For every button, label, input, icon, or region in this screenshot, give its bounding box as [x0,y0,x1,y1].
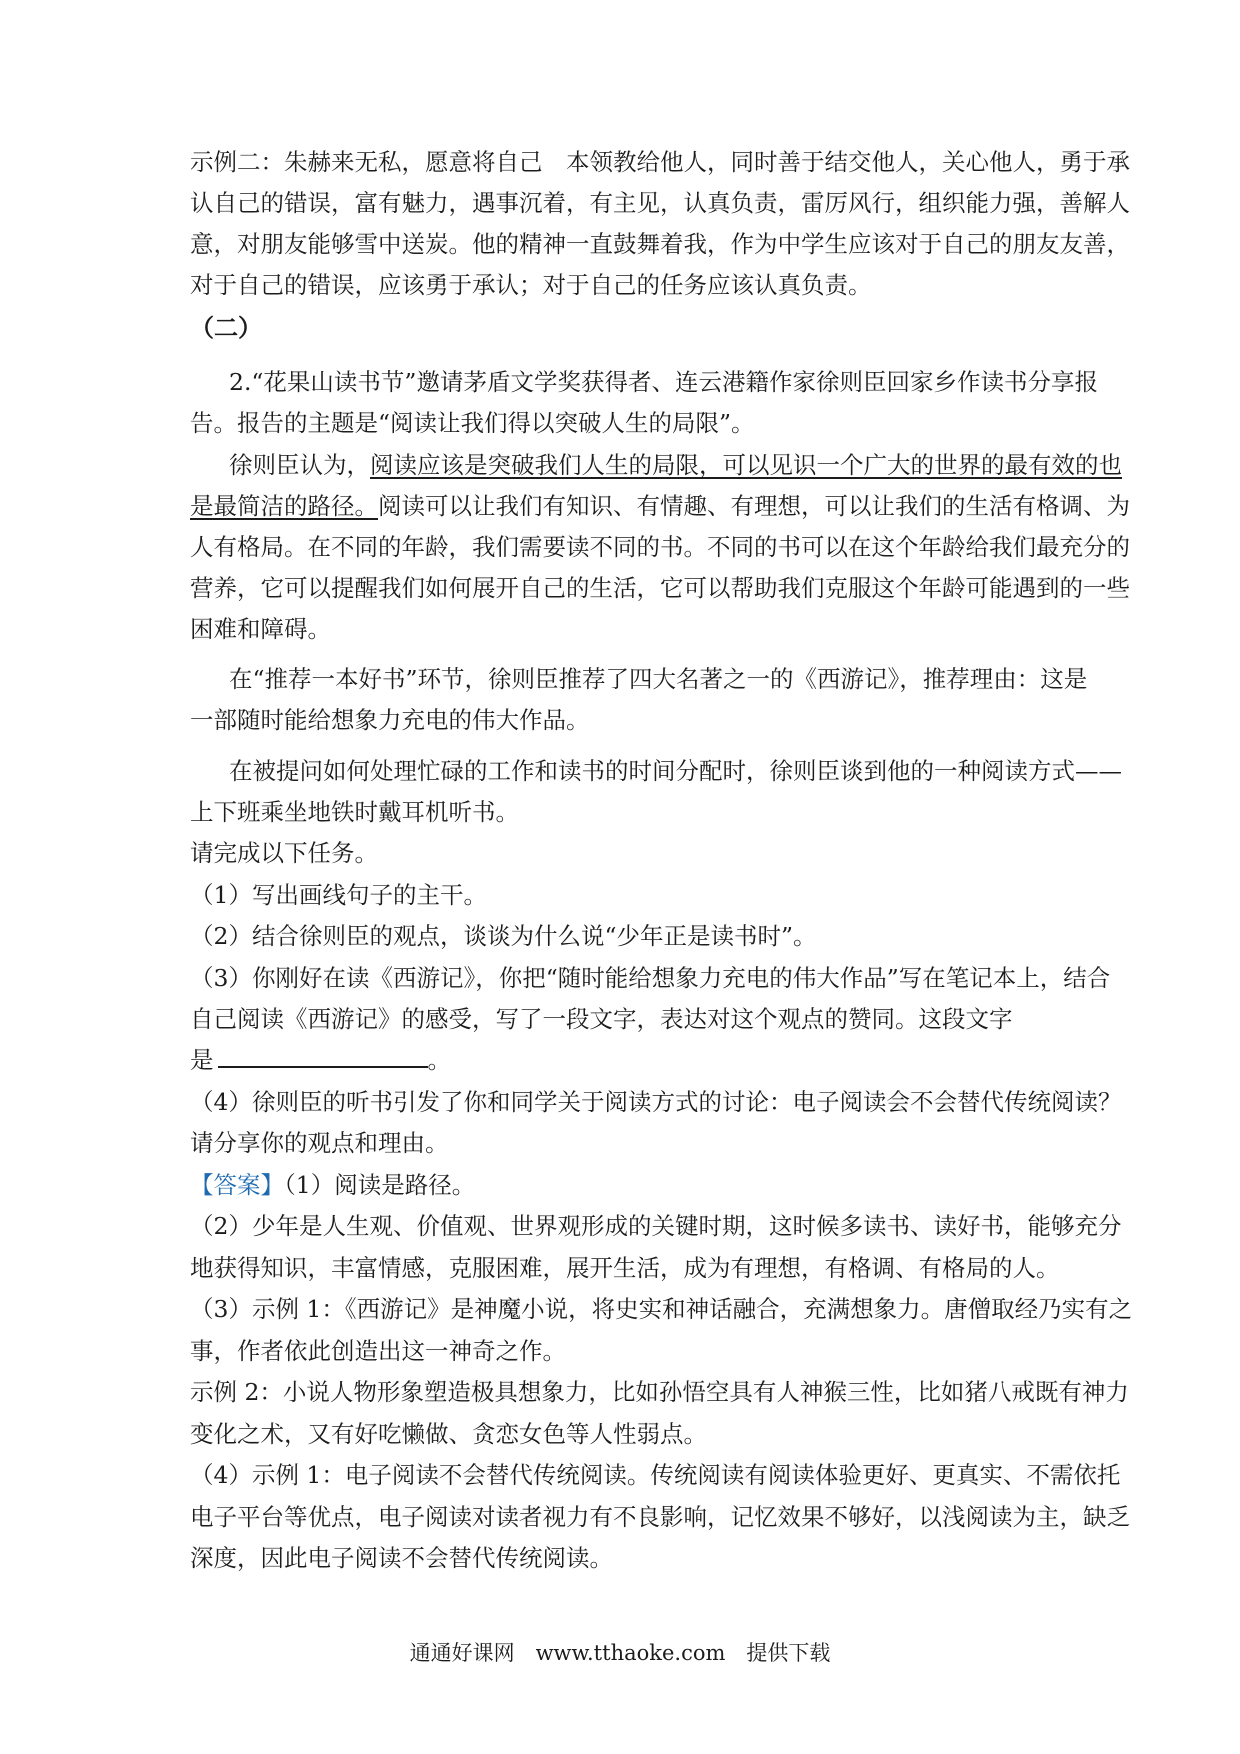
question-line: 2.“花果山读书节”邀请茅盾文学奖获得者、连云港籍作家徐则臣回家乡作读书分享报 [229,368,1098,396]
passage-line: 上下班乘坐地铁时戴耳机听书。 [190,798,519,826]
underlined-sentence: 阅读应该是突破我们人生的局限，可以见识一个广大的世界的最有效的也 [370,451,1122,479]
passage-text: 阅读可以让我们有知识、有情趣、有理想，可以让我们的生活有格调、为 [378,492,1130,520]
underlined-sentence: 是最简洁的路径。 [190,492,378,520]
text-line: 意，对朋友能够雪中送炭。他的精神一直鼓舞着我，作为中学生应该对于自己的朋友友善， [190,230,1130,258]
task-item [190,1044,1070,1076]
task-intro: 请完成以下任务。 [190,839,378,867]
text-line: 示例二：朱赫来无私，愿意将自己 本领教给他人，同时善于结交他人，关心他人，勇于承 [190,148,1130,176]
passage-line: 困难和障碍。 [190,615,331,643]
answer-line: （4）示例 1：电子阅读不会替代传统阅读。传统阅读有阅读体验更好、更真实、不需依托 [190,1461,1121,1489]
task-item: 自己阅读《西游记》的感受，写了一段文字，表达对这个观点的赞同。这段文字 [190,1005,1013,1033]
passage-text: 徐则臣认为， [229,451,370,479]
passage-line [190,490,1130,522]
answer-line [190,1169,1070,1201]
answer-line: （3）示例 1：《西游记》是神魔小说，将史实和神话融合，充满想象力。唐僧取经乃实有之 [190,1295,1133,1323]
answer-line: 地获得知识，丰富情感，克服困难，展开生活，成为有理想，有格调、有格局的人。 [190,1254,1060,1282]
section-heading: （二） [190,313,262,342]
passage-line: 一部随时能给想象力充电的伟大作品。 [190,706,590,734]
text-line: 对于自己的错误，应该勇于承认；对于自己的任务应该认真负责。 [190,271,872,299]
fill-in-blank [218,1044,428,1068]
text-line: 认自己的错误，富有魅力，遇事沉着，有主见，认真负责，雷厉风行，组织能力强，善解人 [190,189,1130,217]
answer-text: （1）阅读是路径。 [284,1171,476,1199]
passage-line: 在“推荐一本好书”环节，徐则臣推荐了四大名著之一的《西游记》，推荐理由：这是 [229,665,1088,693]
task-item: （1）写出画线句子的主干。 [190,881,487,909]
answer-line: 示例 2：小说人物形象塑造极具想象力，比如孙悟空具有人神猴三性，比如猪八戒既有神力 [190,1378,1129,1406]
task-text: 是 [190,1046,214,1074]
task-item: （4）徐则臣的听书引发了你和同学关于阅读方式的讨论：电子阅读会不会替代传统阅读？ [190,1088,1122,1116]
answer-line: 电子平台等优点，电子阅读对读者视力有不良影响，记忆效果不够好，以浅阅读为主，缺乏 [190,1503,1130,1531]
task-item: （2）结合徐则臣的观点，谈谈为什么说“少年正是读书时”。 [190,922,817,950]
passage-line: 在被提问如何处理忙碌的工作和读书的时间分配时，徐则臣谈到他的一种阅读方式—— [229,757,1122,785]
answer-line: 变化之术，又有好吃懒做、贪恋女色等人性弱点。 [190,1420,707,1448]
question-line: 告。报告的主题是“阅读让我们得以突破人生的局限”。 [190,409,755,437]
answer-line: （2）少年是人生观、价值观、世界观形成的关键时期，这时候多读书、读好书，能够充分 [190,1212,1122,1240]
answer-line: 深度，因此电子阅读不会替代传统阅读。 [190,1544,613,1572]
task-item: 请分享你的观点和理由。 [190,1129,449,1157]
task-text: 。 [427,1046,451,1074]
task-item: （3）你刚好在读《西游记》，你把“随时能给想象力充电的伟大作品”写在笔记本上，结合 [190,964,1111,992]
passage-line: 营养，它可以提醒我们如何展开自己的生活，它可以帮助我们克服这个年龄可能遇到的一些 [190,574,1130,602]
passage-line [229,449,1122,481]
passage-line: 人有格局。在不同的年龄，我们需要读不同的书。不同的书可以在这个年龄给我们最充分的 [190,533,1130,561]
answer-tag: 【答案】 [190,1171,284,1199]
answer-line: 事，作者依此创造出这一神奇之作。 [190,1337,566,1365]
page-footer: 通通好课网 www.tthaoke.com 提供下载 [409,1641,831,1665]
